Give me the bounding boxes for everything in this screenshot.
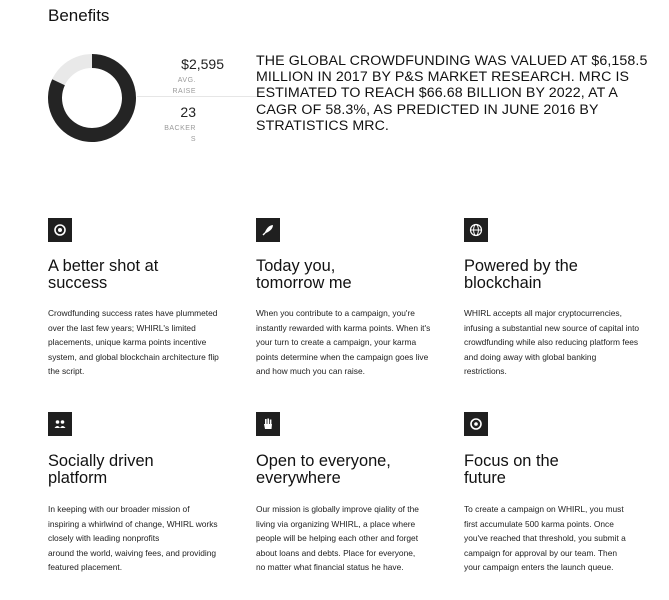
feature-title-line: success (48, 274, 108, 292)
feature-body-line: placements, unique karma points incentive (48, 337, 207, 348)
feature-icon-box (464, 218, 488, 242)
feature-title-line: everywhere (256, 469, 341, 487)
feature-body-line: restrictions. (464, 366, 507, 377)
section-title: Benefits (48, 6, 110, 25)
feature-title-line: Open to everyone, (256, 452, 391, 470)
feature-body-line: your turn to create a campaign, your karma (256, 337, 417, 348)
feature-body-line: When you contribute to a campaign, you're (256, 308, 415, 318)
feature-title-line: Powered by the (464, 257, 578, 275)
feature-body-line: Crowdfunding success rates have plummeted (48, 308, 218, 318)
people-icon (53, 417, 67, 431)
feature-body-line: over the last few years; WHIRL's limited (48, 322, 196, 333)
avg-raise-label (150, 75, 196, 97)
hand-icon (261, 417, 275, 431)
feature-icon-box (48, 412, 72, 436)
market-headline: THE GLOBAL CROWDFUNDING WAS VALUED AT $6,158.5 MILLION IN 2017 BY P&S MARKET RESEARCH. MRC IS ESTIMATED TO REACH $66.68 BILLION BY 2022, AT A CAGR OF 58.3%, AS PREDICTED IN JUNE 2016 BY STRATISTICS MRC. (256, 53, 648, 134)
feature-body-line: WHIRL accepts all major cryptocurrencies, (464, 308, 622, 318)
feature-body-line: featured placement. (48, 562, 123, 573)
globe-icon (469, 223, 483, 237)
feature-icon-box (48, 218, 72, 242)
feature-body-line: and doing away with global banking (464, 351, 597, 362)
feature-title-line: platform (48, 469, 108, 487)
feature-body (464, 306, 639, 379)
backers-label-line1: BACKER (164, 125, 196, 132)
feature-icon-box (256, 218, 280, 242)
feature-title (48, 258, 158, 292)
avg-raise-label-line1: AVG. (177, 77, 196, 84)
backers-value: 23 (180, 104, 196, 120)
feature-body (256, 306, 430, 379)
feature-title (256, 258, 352, 292)
feature-body (256, 502, 419, 575)
feature-title-line: future (464, 469, 506, 487)
feature-body-line: To create a campaign on WHIRL, you must (464, 504, 624, 514)
feature-body-line: points determine when the campaign goes live (256, 351, 429, 362)
feature-body-line: you've reached that threshold, you submit a (464, 533, 626, 544)
feature-title (464, 258, 578, 292)
target-icon (53, 223, 67, 237)
feature-title (48, 453, 154, 487)
feature-icon-box (256, 412, 280, 436)
feature-title-line: Today you, (256, 257, 336, 275)
feature-body-line: Our mission is globally improve qiality of the (256, 504, 419, 514)
backers-label-line2: S (190, 136, 196, 143)
feature-icon-box (464, 412, 488, 436)
feature-body-line: inspiring a whirlwind of change, WHIRL works (48, 518, 218, 529)
feature-body-line: first accumulate 500 karma points. Once (464, 518, 614, 529)
feature-body-line: campaign for approval by our team. Then (464, 547, 618, 558)
feature-title-line: tomorrow me (256, 274, 352, 292)
feature-body-line: the script. (48, 366, 85, 377)
feature-body-line: no matter what financial status he have. (256, 562, 404, 573)
feature-title-line: Focus on the (464, 452, 559, 470)
feature-body-line: closely with leading nonprofits (48, 533, 160, 544)
avg-raise-value: $2,595 (181, 56, 224, 72)
feature-title-line: Socially driven (48, 452, 154, 470)
feature-body-line: about loans and debts. Place for everyone, (256, 547, 416, 558)
avg-raise-label-line2: RAISE (172, 88, 196, 95)
feature-body-line: and how much you can raise. (256, 366, 365, 377)
feature-body (48, 306, 219, 379)
feature-body-line: infusing a substantial new source of capital into (464, 322, 640, 333)
feature-body (48, 502, 218, 575)
feature-body-line: living via organizing WHIRL, a place where (256, 518, 416, 529)
feature-body-line: crowdfunding while also reducing platform fees (464, 337, 639, 348)
donut-chart (47, 53, 137, 143)
feature-body-line: around the world, waiving fees, and providing (48, 547, 217, 558)
feature-title-line: blockchain (464, 274, 542, 292)
rocket-icon (261, 223, 275, 237)
feature-title (464, 453, 559, 487)
stats-divider (137, 96, 259, 97)
feature-title-line: A better shot at (48, 257, 159, 275)
feature-body-line: In keeping with our broader mission of (48, 504, 190, 514)
focus-icon (469, 417, 483, 431)
feature-body (464, 502, 626, 575)
backers-label (150, 123, 196, 145)
feature-body-line: instantly rewarded with karma points. When it's (256, 322, 431, 333)
feature-body-line: people will be helping each other and forget (256, 533, 419, 544)
feature-title (256, 453, 391, 487)
feature-body-line: your campaign enters the launch queue. (464, 562, 614, 573)
feature-body-line: system, and global blockchain architecture flip (48, 351, 219, 362)
